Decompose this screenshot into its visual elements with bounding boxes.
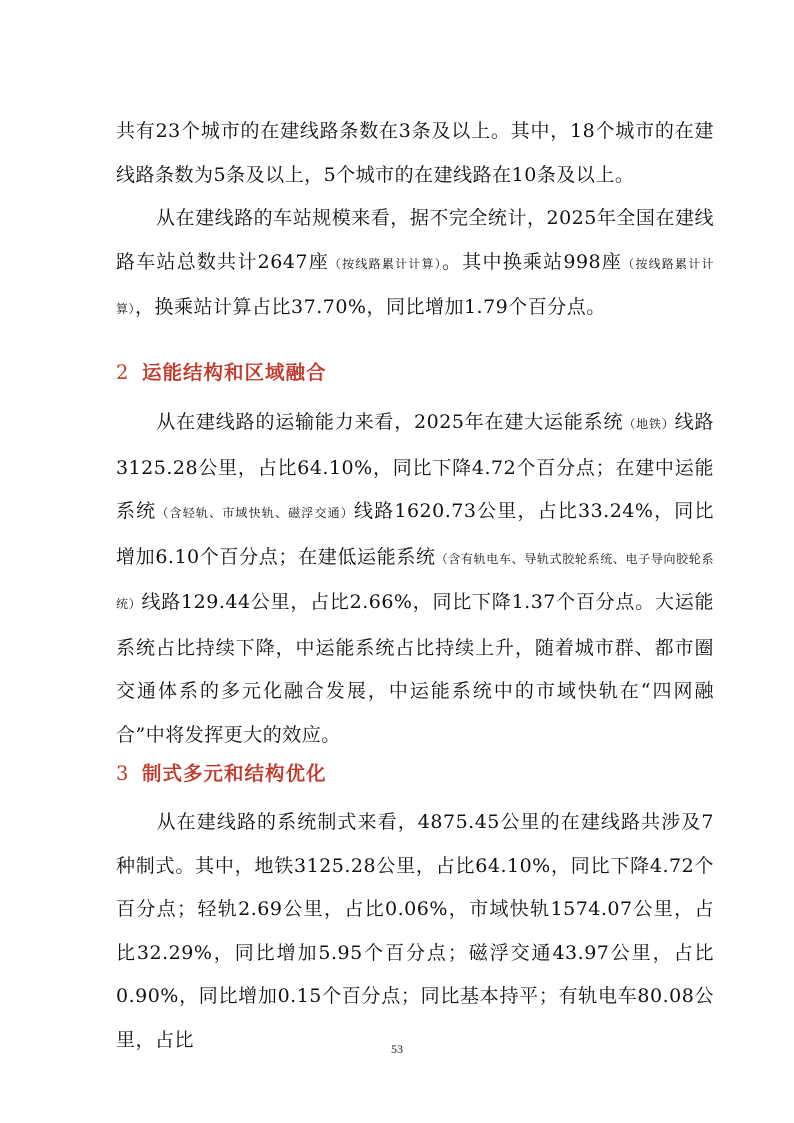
paragraph-text: 从在建线路的系统制式来看，4875.45公里的在建线路共涉及7种制式。其中，地铁3125.28公里，占比64.10%，同比下降4.72个百分点；轻轨2.69公里，占比0.06%，市域快轨1574.07公里，占比32.29%，同比增加5.95个百分点；磁浮交通43.97公里，占比0.90%，同比增加0.15个百分点；同比基本持平；有轨电车80.08公里，占比 [116,811,714,1051]
paragraph-note: （含有轨电车、导轨式胶轮系统、电子导向胶轮系统） [116,551,714,611]
paragraph-text: 从在建线路的车站规模来看，据不完全统计，2025年全国在建线路车站总数共计2647座 [116,207,714,273]
paragraph-text: 线路129.44公里，占比2.66%，同比下降1.37个百分点。大运能系统占比持续下降，中运能系统占比持续上升，随着城市群、都市圈交通体系的多元化融合发展，中运能系统中的市域快轨在“四网融合”中将发挥更大的效应。 [116,591,714,746]
section-number: 2 [116,361,130,384]
paragraph-text: 。其中换乘站998座 [442,250,623,273]
page-number: 53 [391,1042,403,1056]
paragraph-system-types [116,801,714,1062]
section-title: 制式多元和结构优化 [142,762,327,785]
paragraph-note: （按线路累计计算） [116,256,714,316]
paragraph-capacity [116,401,714,757]
paragraph-note: （含轻轨、市域快轨、磁浮交通） [156,506,355,520]
paragraph-station-scale [116,197,714,332]
paragraph-text: ，换乘站计算占比37.70%，同比增加1.79个百分点。 [135,296,606,318]
paragraph-note: （按线路累计计算） [328,256,442,271]
paragraph-text: 从在建线路的运输能力来看，2025年在建大运能系统 [156,411,624,433]
section-heading-2 [116,357,327,385]
paragraph-text: 共有23个城市的在建线路条数在3条及以上。其中，18个城市的在建线路条数为5条及以上，5个城市的在建线路在10条及以上。 [116,120,714,186]
paragraph-note: （地铁） [623,417,675,431]
section-number: 3 [116,762,130,785]
paragraph-text: 线路1620.73公里，占比33.24%，同比增加6.10个百分点；在建低运能系统 [116,500,714,568]
section-heading-3 [116,758,327,786]
section-title: 运能结构和区域融合 [142,361,327,384]
paragraph-city-lines [116,110,714,197]
paragraph-text: 线路3125.28公里，占比64.10%，同比下降4.72个百分点；在建中运能系统 [116,411,714,522]
